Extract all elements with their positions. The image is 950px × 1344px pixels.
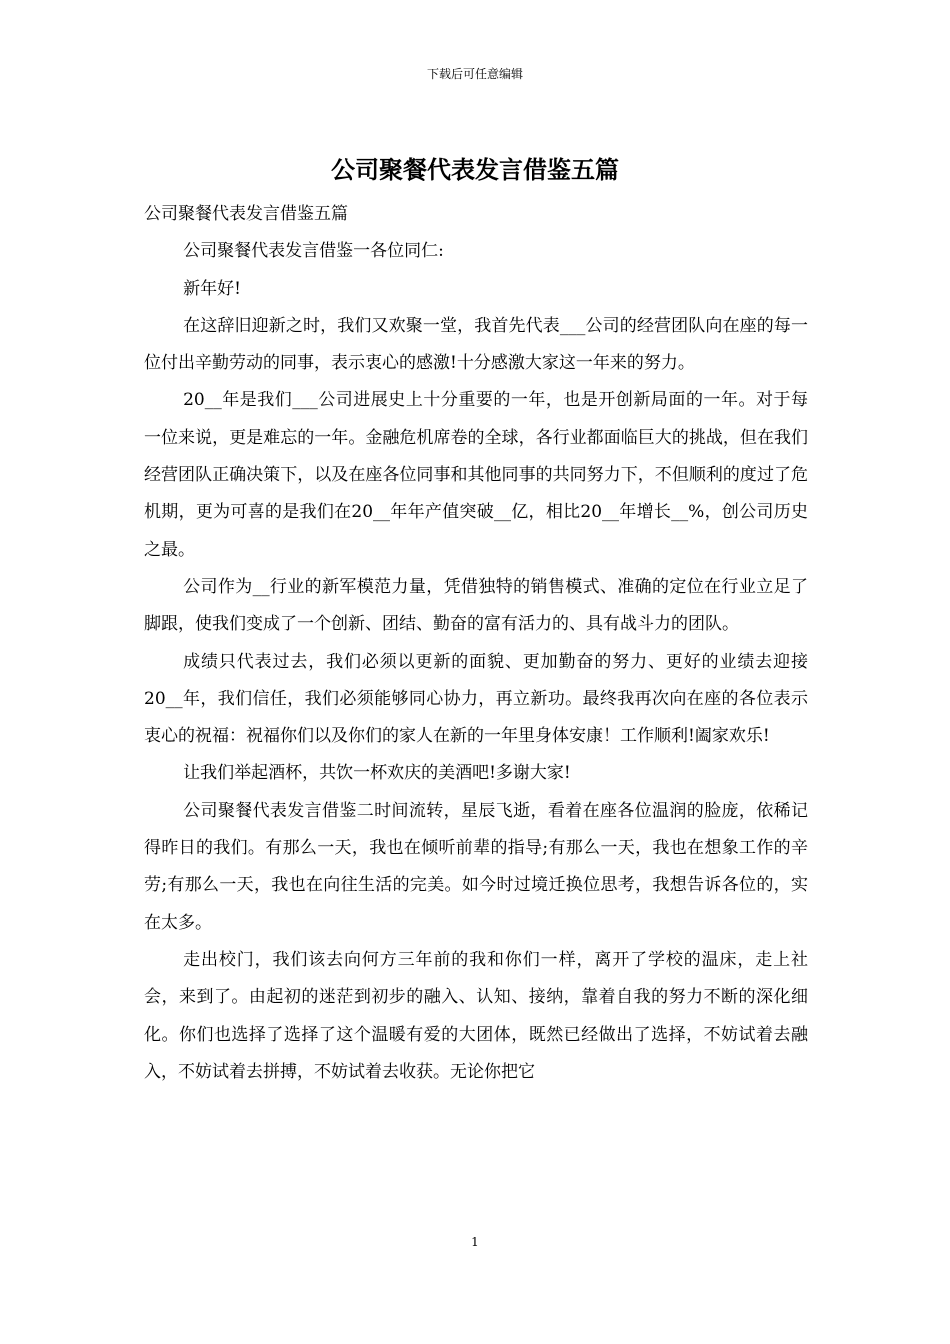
paragraph: 公司聚餐代表发言借鉴一各位同仁: (183, 241, 444, 262)
document-body (144, 196, 808, 1091)
paragraph: 成绩只代表过去，我们必须以更新的面貌、更加勤奋的努力、更好的业绩去迎接20__年，我们信任，我们必须能够同心协力，再立新功。最终我再次向在座的各位表示衷心的祝福：祝福你们以及你们的家人在新的一年里身体安康！工作顺利!阖家欢乐! (144, 651, 808, 747)
paragraph: 走出校门，我们该去向何方三年前的我和你们一样，离开了学校的温床，走上社会，来到了。由起初的迷茫到初步的融入、认知、接纳，靠着自我的努力不断的深化细化。你们也选择了选择了这个温暖有爱的大团体，既然已经做出了选择，不妨试着去融入，不妨试着去拼搏，不妨试着去收获。无论你把它 (144, 949, 808, 1082)
document-title: 公司聚餐代表发言借鉴五篇 (331, 155, 619, 184)
paragraph: 让我们举起酒杯，共饮一杯欢庆的美酒吧!多谢大家! (183, 763, 571, 784)
page-number: 1 (471, 1235, 479, 1249)
paragraph: 公司聚餐代表发言借鉴二时间流转，星辰飞逝，看着在座各位温润的脸庞，依稀记得昨日的我们。有那么一天，我也在倾听前辈的指导;有那么一天，我也在想象工作的辛劳;有那么一天，我也在向往生活的完美。如今时过境迁换位思考，我想告诉各位的，实在太多。 (144, 800, 808, 933)
paragraph: 新年好! (183, 278, 241, 299)
paragraph: 20__年是我们___公司进展史上十分重要的一年，也是开创新局面的一年。对于每一位来说，更是难忘的一年。金融危机席卷的全球，各行业都面临巨大的挑战，但在我们经营团队正确决策下，以及在座各位同事和其他同事的共同努力下，不但顺利的度过了危机期，更为可喜的是我们在20__年年产值突破__亿，相比20__年增长__%，创公司历史之最。 (144, 390, 808, 560)
paragraph: 公司作为__行业的新军模范力量，凭借独特的销售模式、准确的定位在行业立足了脚跟，使我们变成了一个创新、团结、勤奋的富有活力的、具有战斗力的团队。 (144, 576, 808, 635)
paragraph: 在这辞旧迎新之时，我们又欢聚一堂，我首先代表___公司的经营团队向在座的每一位付出辛勤劳动的同事，表示衷心的感激!十分感激大家这一年来的努力。 (144, 315, 808, 374)
page-header-note: 下载后可任意编辑 (426, 67, 523, 81)
paragraph: 公司聚餐代表发言借鉴五篇 (144, 204, 348, 224)
